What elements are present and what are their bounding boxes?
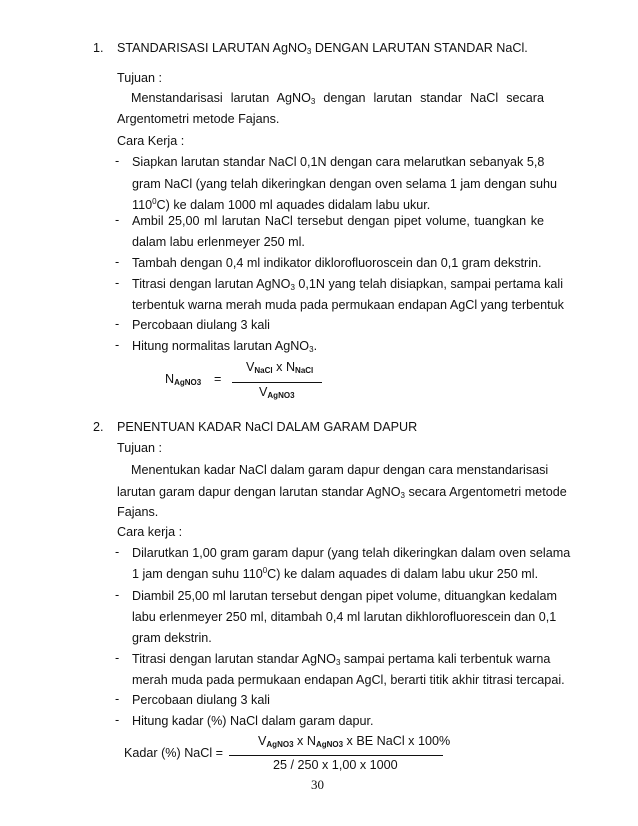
bullet-dash: - (115, 154, 120, 168)
section-2-tujuan-line-2: larutan garam dapur dengan larutan standar AgNO$_3$ secara Argentometri metode (117, 485, 567, 500)
section-2-number: 2. (93, 420, 104, 434)
formula-2-lhs: Kadar (%) NaCl = (124, 746, 224, 760)
s2-step-2-line-1: Diambil 25,00 ml larutan tersebut dengan pipet volume, dituangkan kedalam (132, 589, 557, 603)
s2-step-2-line-3: gram dekstrin. (132, 631, 212, 645)
section-2-tujuan-line-1: Menentukan kadar NaCl dalam garam dapur dengan cara menstandarisasi (131, 463, 549, 477)
formula-2-denominator: 25 / 250 x 1,00 x 1000 (273, 758, 398, 772)
bullet-dash: - (115, 276, 120, 290)
formula-2-numerator: $V_{AgNO3}$ x $N_{AgNO3}$ x BE NaCl x 100% (258, 734, 451, 749)
formula-1-equals: = (214, 372, 222, 386)
s2-step-1-line-1: Dilarutkan 1,00 gram garam dapur (yang telah dikeringkan dalam oven selama (132, 546, 571, 560)
section-2-cara-label: Cara kerja : (117, 525, 183, 539)
s1-step-2-line-2: dalam labu erlenmeyer 250 ml. (132, 235, 305, 249)
s1-step-4-line-1: Titrasi dengan larutan AgNO$_3$ 0,1N yang telah disiapkan, sampai pertama kali (132, 277, 564, 292)
section-2-title: PENENTUAN KADAR NaCl DALAM GARAM DAPUR (117, 420, 418, 434)
s2-step-2-line-2: labu erlenmeyer 250 ml, ditambah 0,4 ml larutan dikhlorofluorescein dan 0,1 (132, 610, 557, 624)
formula-2-fraction-bar (229, 755, 443, 756)
bullet-dash: - (115, 545, 120, 559)
s1-step-3: Tambah dengan 0,4 ml indikator diklorofluoroscein dan 0,1 gram dekstrin. (132, 256, 542, 270)
section-2-tujuan-line-3: Fajans. (117, 505, 159, 519)
section-1-tujuan-label: Tujuan : (117, 71, 163, 85)
s2-step-4: Percobaan diulang 3 kali (132, 693, 270, 707)
s1-step-1-line-2: gram NaCl (yang telah dikeringkan dengan oven selama 1 jam dengan suhu (132, 177, 557, 191)
bullet-dash: - (115, 317, 120, 331)
s2-step-3-line-1: Titrasi dengan larutan standar AgNO$_3$ sampai pertama kali terbentuk warna (132, 652, 551, 667)
section-2-tujuan-label: Tujuan : (117, 441, 163, 455)
section-1-tujuan-line-1: Menstandarisasi larutan AgNO$_3$ dengan larutan standar NaCl secara (131, 91, 544, 106)
bullet-dash: - (115, 651, 120, 665)
section-1-number: 1. (93, 41, 104, 55)
s1-step-4-line-2: terbentuk warna merah muda pada permukaan endapan AgCl yang terbentuk (132, 298, 564, 312)
bullet-dash: - (115, 213, 120, 227)
bullet-dash: - (115, 692, 120, 706)
section-1-tujuan-line-2: Argentometri metode Fajans. (117, 112, 280, 126)
section-1-title: STANDARISASI LARUTAN AgNO$_3$ DENGAN LARUTAN STANDAR NaCl. (117, 41, 528, 56)
page-number: 30 (311, 777, 324, 792)
bullet-dash: - (115, 255, 120, 269)
formula-1-fraction-bar (232, 382, 322, 383)
bullet-dash: - (115, 588, 120, 602)
s1-step-1-line-3: $110^0C$) ke dalam 1000 ml aquades didalam labu ukur. (132, 197, 431, 212)
section-1-cara-label: Cara Kerja : (117, 134, 185, 148)
s1-step-6: Hitung normalitas larutan AgNO$_3$. (132, 339, 318, 354)
bullet-dash: - (115, 338, 120, 352)
s2-step-5: Hitung kadar (%) NaCl dalam garam dapur. (132, 714, 374, 728)
s1-step-5: Percobaan diulang 3 kali (132, 318, 270, 332)
s2-step-3-line-2: merah muda pada permukaan endapan AgCl, berarti titik akhir titrasi tercapai. (132, 673, 565, 687)
formula-1-numerator: $V_{NaCl}$ x $N_{NaCl}$ (246, 360, 314, 375)
formula-1-lhs: $N_{AgNO3}$ (165, 372, 202, 387)
s2-step-1-line-2: 1 jam dengan suhu $110^0C$) ke dalam aquades di dalam labu ukur 250 ml. (132, 566, 539, 581)
formula-1-denominator: $V_{AgNO3}$ (259, 385, 295, 400)
bullet-dash: - (115, 713, 120, 727)
s1-step-2-line-1: Ambil 25,00 ml larutan NaCl tersebut dengan pipet volume, tuangkan ke (132, 214, 544, 228)
s1-step-1-line-1: Siapkan larutan standar NaCl 0,1N dengan cara melarutkan sebanyak 5,8 (132, 155, 545, 169)
